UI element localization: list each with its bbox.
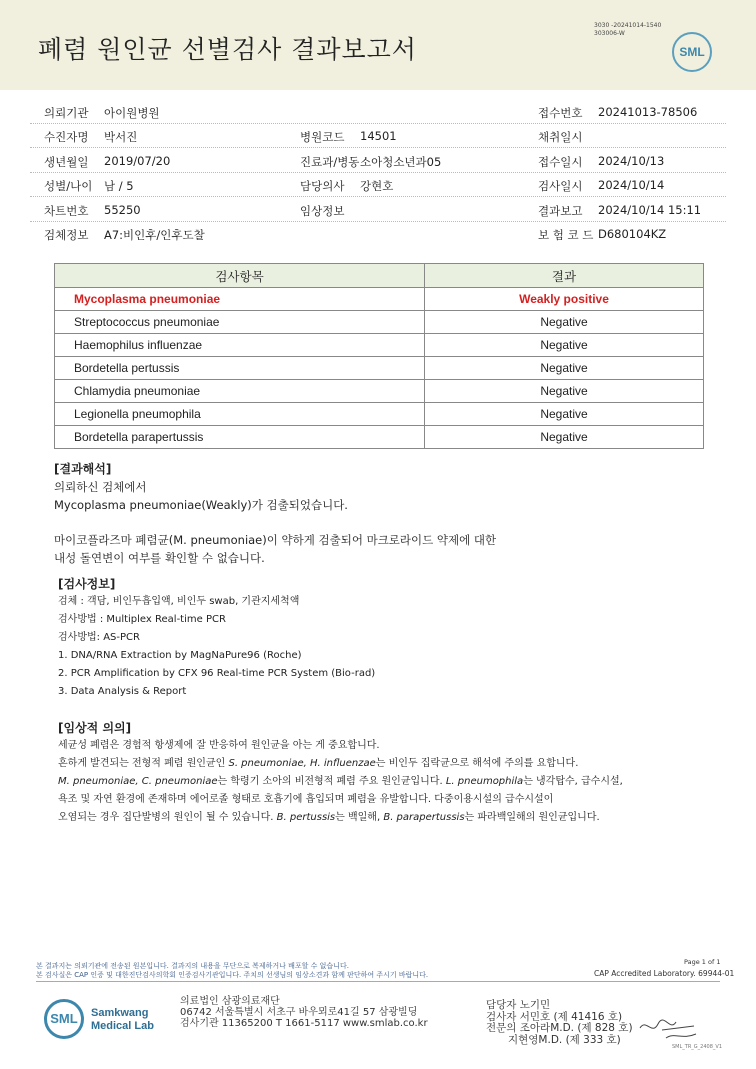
form-code: SML_TR_G_2408_V1 <box>672 1044 723 1050</box>
clinical-label: 임상정보 <box>300 204 345 218</box>
test-item: Streptococcus pneumoniae <box>55 311 425 334</box>
info-row-6 <box>0 222 756 246</box>
test-result: Negative <box>425 357 704 380</box>
staff-line: 검사자 서민호 (제 41416 호) <box>486 1010 623 1023</box>
test-item: Bordetella parapertussis <box>55 426 425 449</box>
chart-value: 55250 <box>104 203 141 217</box>
birth-label: 생년월일 <box>44 155 89 169</box>
table-header-row <box>55 264 704 288</box>
test-result: Negative <box>425 311 704 334</box>
test-item: Haemophilus influenzae <box>55 334 425 357</box>
test-info-line: 2. PCR Amplification by CFX 96 Real-time PCR System (Bio-rad) <box>58 668 376 679</box>
test-info-line: 검사방법: AS-PCR <box>58 632 140 643</box>
institution-label: 의뢰기관 <box>44 106 89 120</box>
doc-code-2: 303006-W <box>594 30 625 37</box>
received-value: 2024/10/13 <box>598 154 665 168</box>
test-item: Legionella pneumophila <box>55 403 425 426</box>
test-item: Bordetella pertussis <box>55 357 425 380</box>
table-row <box>55 288 704 311</box>
table-row <box>55 380 704 403</box>
footer-sml-logo <box>44 999 84 1039</box>
interpretation-section <box>54 460 496 567</box>
test-result: Negative <box>425 403 704 426</box>
test-info-section <box>58 575 375 701</box>
test-info-line: 3. Data Analysis & Report <box>58 686 187 697</box>
receipt-no-label: 접수번호 <box>538 106 583 120</box>
footer-logo-text: SML <box>50 1011 78 1026</box>
chart-label: 차트번호 <box>44 204 89 218</box>
interpretation-line: 의뢰하신 검체에서 <box>54 480 147 494</box>
footer-divider <box>36 981 720 982</box>
tested-label: 검사일시 <box>538 179 583 193</box>
test-result: Weakly positive <box>425 288 704 311</box>
table-row <box>55 426 704 449</box>
clinical-line: 세균성 폐렴은 경험적 항생제에 잘 반응하여 원인균을 아는 게 중요합니다. <box>58 740 380 751</box>
footer-organization <box>180 996 428 1029</box>
test-result: Negative <box>425 426 704 449</box>
birth-value: 2019/07/20 <box>104 154 171 168</box>
table-row <box>55 334 704 357</box>
footer-staff <box>486 1000 633 1046</box>
specimen-label: 검체정보 <box>44 228 89 242</box>
dept-value: 소아청소년과05 <box>360 155 442 169</box>
clinical-line: 욕조 및 자연 환경에 존재하며 에어로졸 형태로 호흡기에 흡입되며 폐렴을 유발합니다. 다중이용시설의 급수시설이 <box>58 794 554 805</box>
brand-line-2: Medical Lab <box>91 1020 154 1032</box>
brand-line-1: Samkwang <box>91 1007 149 1019</box>
info-row-1 <box>0 100 756 124</box>
reported-label: 결과보고 <box>538 204 583 218</box>
test-result: Negative <box>425 334 704 357</box>
column-header-result: 결과 <box>425 264 704 288</box>
test-item: Chlamydia pneumoniae <box>55 380 425 403</box>
sml-logo-text: SML <box>679 45 705 59</box>
test-item: Mycoplasma pneumoniae <box>55 288 425 311</box>
doctor-value: 강현호 <box>360 179 394 193</box>
org-line: 검사기관 11365200 T 1661-5117 www.smlab.co.kr <box>180 1018 428 1029</box>
sml-logo <box>672 32 712 72</box>
footer-note-2: 본 검사실은 CAP 인증 및 대한진단검사의학회 인증검사기관입니다. 주치의 선생님의 임상소견과 함께 판단하여 주시기 바랍니다. <box>36 971 429 979</box>
doctor-label: 담당의사 <box>300 179 345 193</box>
test-result: Negative <box>425 380 704 403</box>
reported-value: 2024/10/14 15:11 <box>598 203 702 217</box>
clinical-significance-section <box>58 719 728 827</box>
document-codes <box>594 22 661 38</box>
footer-brand <box>91 1007 154 1033</box>
clinical-line: 오염되는 경우 집단발병의 원인이 될 수 있습니다. B. pertussis는 백일해, B. parapertussis는 파라백일해의 원인균입니다. <box>58 812 600 823</box>
clinical-line: 흔하게 발견되는 전형적 폐렴 원인균인 S. pneumoniae, H. influenzae는 비인두 집락균으로 해석에 주의를 요합니다. <box>58 758 579 769</box>
interpretation-line: 마이코플라즈마 폐렴균(M. pneumoniae)이 약하게 검출되어 마크로라이드 약제에 대한 <box>54 533 497 547</box>
page-number: Page 1 of 1 <box>684 958 721 966</box>
test-info-line: 검사방법 : Multiplex Real-time PCR <box>58 614 226 625</box>
page-title: 폐렴 원인균 선별검사 결과보고서 <box>38 35 417 64</box>
patient-label: 수진자명 <box>44 130 89 144</box>
test-info-title: [검사정보] <box>58 577 116 591</box>
patient-value: 박서진 <box>104 130 138 144</box>
info-row-5 <box>0 198 756 222</box>
info-row-3 <box>0 149 756 173</box>
table-row <box>55 311 704 334</box>
collection-date-label: 채취일시 <box>538 130 583 144</box>
hospital-code-value: 14501 <box>360 129 397 143</box>
signature-image <box>636 1014 706 1044</box>
insurance-label: 보 험 코 드 <box>538 228 594 242</box>
clinical-title: [임상적 의의] <box>58 721 132 735</box>
interpretation-title: [결과해석] <box>54 462 112 476</box>
hospital-code-label: 병원코드 <box>300 130 345 144</box>
specimen-value: A7:비인후/인후도찰 <box>104 228 205 242</box>
divider <box>30 196 726 197</box>
clinical-line: M. pneumoniae, C. pneumoniae는 학령기 소아의 비전형적 폐렴 주요 원인균입니다. L. pneumophila는 냉각탑수, 급수시설, <box>58 776 623 787</box>
footer-notice <box>36 962 428 980</box>
test-info-line: 1. DNA/RNA Extraction by MagNaPure96 (Roche) <box>58 650 302 661</box>
sex-age-value: 남 / 5 <box>104 179 134 193</box>
interpretation-line: 내성 돌연변이 여부를 확인할 수 없습니다. <box>54 551 265 565</box>
tested-value: 2024/10/14 <box>598 178 665 192</box>
staff-line: 지현영M.D. (제 333 호) <box>508 1033 621 1046</box>
interpretation-line: Mycoplasma pneumoniae(Weakly)가 검출되었습니다. <box>54 498 348 512</box>
insurance-value: D680104KZ <box>598 227 667 241</box>
footer-note-1: 본 결과지는 의뢰기관에 전송된 원본입니다. 결과지의 내용을 무단으로 복제하거나 배포할 수 없습니다. <box>36 962 349 970</box>
received-label: 접수일시 <box>538 155 583 169</box>
org-line: 06742 서울특별시 서초구 바우뫼로41길 57 삼광빌딩 <box>180 1007 418 1018</box>
cap-accreditation: CAP Accredited Laboratory. 69944-01 <box>594 969 735 978</box>
table-row <box>55 357 704 380</box>
results-table <box>54 263 704 449</box>
divider <box>30 147 726 148</box>
info-row-2 <box>0 124 756 148</box>
dept-label: 진료과/병동 <box>300 155 360 169</box>
receipt-no-value: 20241013-78506 <box>598 105 698 119</box>
staff-line: 담당자 노기민 <box>486 999 551 1011</box>
test-info-line: 검체 : 객담, 비인두흡입액, 비인두 swab, 기관지세척액 <box>58 596 300 607</box>
doc-code-1: 3030 -20241014-1540 <box>594 22 662 29</box>
staff-line: 전문의 조아라M.D. (제 828 호) <box>486 1022 633 1034</box>
sex-age-label: 성별/나이 <box>44 179 93 193</box>
info-row-4 <box>0 173 756 197</box>
org-line: 의료법인 삼광의료재단 <box>180 996 280 1007</box>
column-header-item: 검사항목 <box>55 264 425 288</box>
table-row <box>55 403 704 426</box>
institution-value: 아이원병원 <box>104 106 160 120</box>
